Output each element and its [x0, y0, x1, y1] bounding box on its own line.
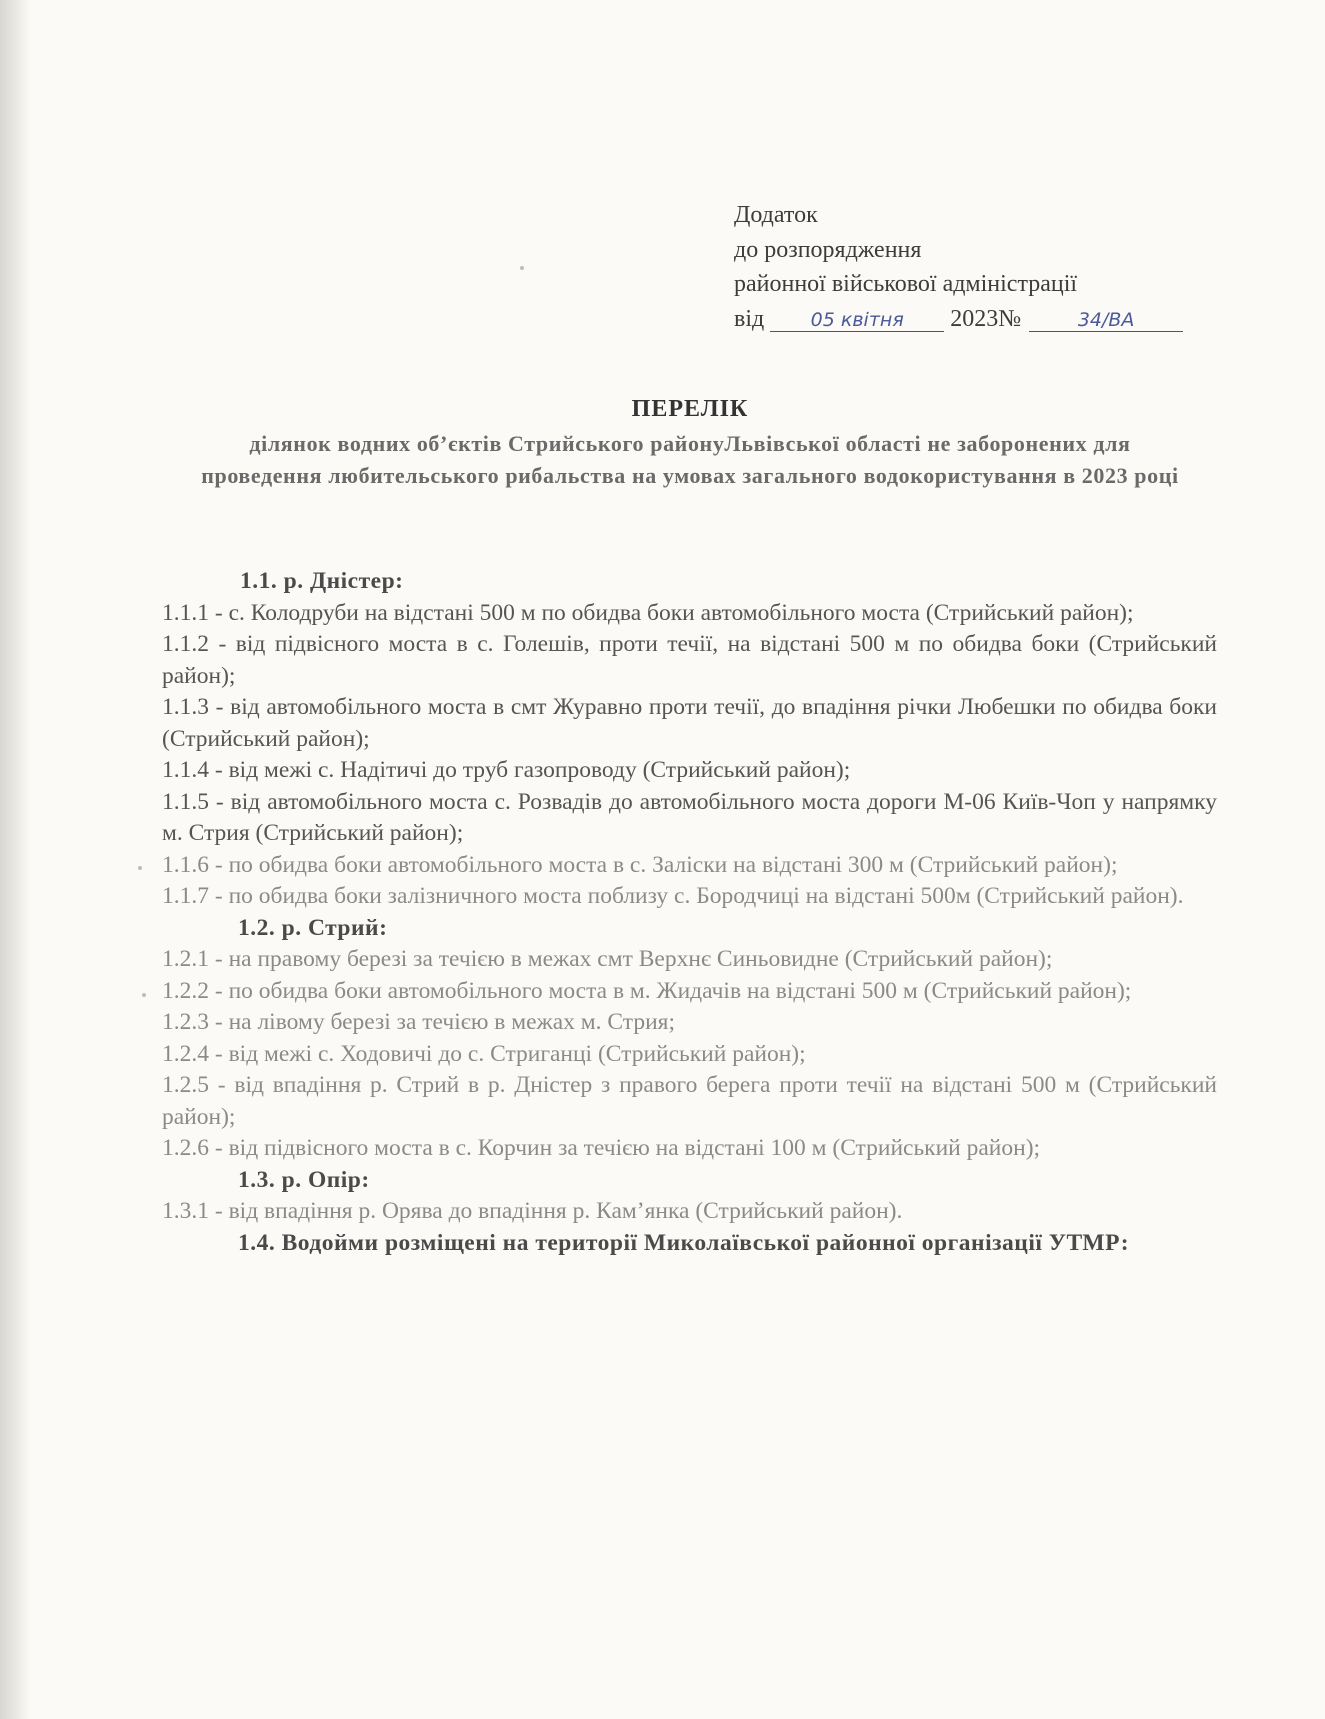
section-heading-opir: 1.3. р. Опір: — [238, 1166, 370, 1193]
list-item: 1.1.4 - від межі с. Надітичі до труб газопроводу (Стрийський район); — [162, 757, 851, 783]
list-item: 1.2.2 - по обидва боки автомобільного моста в м. Жидачів на відстані 500 м (Стрийський район); — [162, 977, 1132, 1004]
annex-line-2: до розпорядження — [734, 236, 922, 263]
handwritten-number: 34/ВА — [1029, 310, 1183, 333]
list-item: 1.3.1 - від впадіння р. Орява до впадіння р. Кам’янка (Стрийський район). — [162, 1198, 903, 1224]
scan-speck — [138, 866, 142, 870]
document-subtitle: ділянок водних об’єктів Стрийського районуЛьвівської області не заборонених для проведення любительського рибальства на умовах загального водокористування в 2023 році — [201, 431, 1179, 488]
section-heading-stryi: 1.2. р. Стрий: — [238, 914, 388, 941]
annex-block — [734, 198, 1183, 336]
section-heading-dnister: 1.1. р. Дністер: — [240, 568, 404, 594]
list-item: 1.2.3 - на лівому березі за течією в межах м. Стрия; — [162, 1009, 676, 1035]
document-title: ПЕРЕЛІК — [631, 396, 749, 422]
list-item: 1.2.6 - від підвісного моста в с. Корчин за течією на відстані 100 м (Стрийський район); — [162, 1135, 1041, 1161]
year-label: 2023№ — [950, 305, 1022, 332]
list-item: 1.2.5 - від впадіння р. Стрий в р. Дністер з правого берега проти течії на відстані 500 м (Стрийський район); — [162, 1072, 1217, 1130]
date-prefix: від — [734, 305, 765, 332]
list-item: 1.1.7 - по обидва боки залізничного моста поблизу с. Бородчиці на відстані 500м (Стрийський район). — [162, 883, 1184, 909]
scan-speck — [142, 993, 146, 997]
list-item: 1.1.5 - від автомобільного моста с. Розвадів до автомобільного моста дороги М-06 Київ-Чоп у напрямку м. Стрия (Стрийський район); — [162, 788, 1217, 846]
list-item: 1.1.1 - с. Колодруби на відстані 500 м по обидва боки автомобільного моста (Стрийський район); — [162, 599, 1134, 626]
list-item: 1.2.4 - від межі с. Ходовичі до с. Стриганці (Стрийський район); — [162, 1040, 806, 1067]
list-item: 1.1.3 - від автомобільного моста в смт Журавно проти течії, до впадіння річки Любешки по обидва боки (Стрийський район); — [162, 694, 1217, 752]
annex-line-3: районної військової адміністрації — [734, 271, 1078, 297]
list-item: 1.1.2 - від підвісного моста в с. Голешів, проти течії, на відстані 500 м по обидва боки (Стрийський район); — [162, 631, 1217, 689]
document-body — [162, 566, 1217, 1259]
scan-shadow — [0, 0, 30, 1719]
section-heading-reservoirs: 1.4. Водойми розміщені на території Миколаївської районної організації УТМР: — [238, 1229, 1130, 1256]
list-item: 1.1.6 - по обидва боки автомобільного моста в с. Заліски на відстані 300 м (Стрийський район); — [162, 851, 1118, 878]
annex-line-1: Додаток — [734, 202, 818, 228]
scan-speck — [520, 266, 524, 270]
annex-date-line — [734, 302, 1183, 337]
list-item: 1.2.1 - на правому березі за течією в межах смт Верхнє Синьовидне (Стрийський район); — [162, 946, 1053, 972]
handwritten-date: 05 квітня — [770, 310, 944, 333]
